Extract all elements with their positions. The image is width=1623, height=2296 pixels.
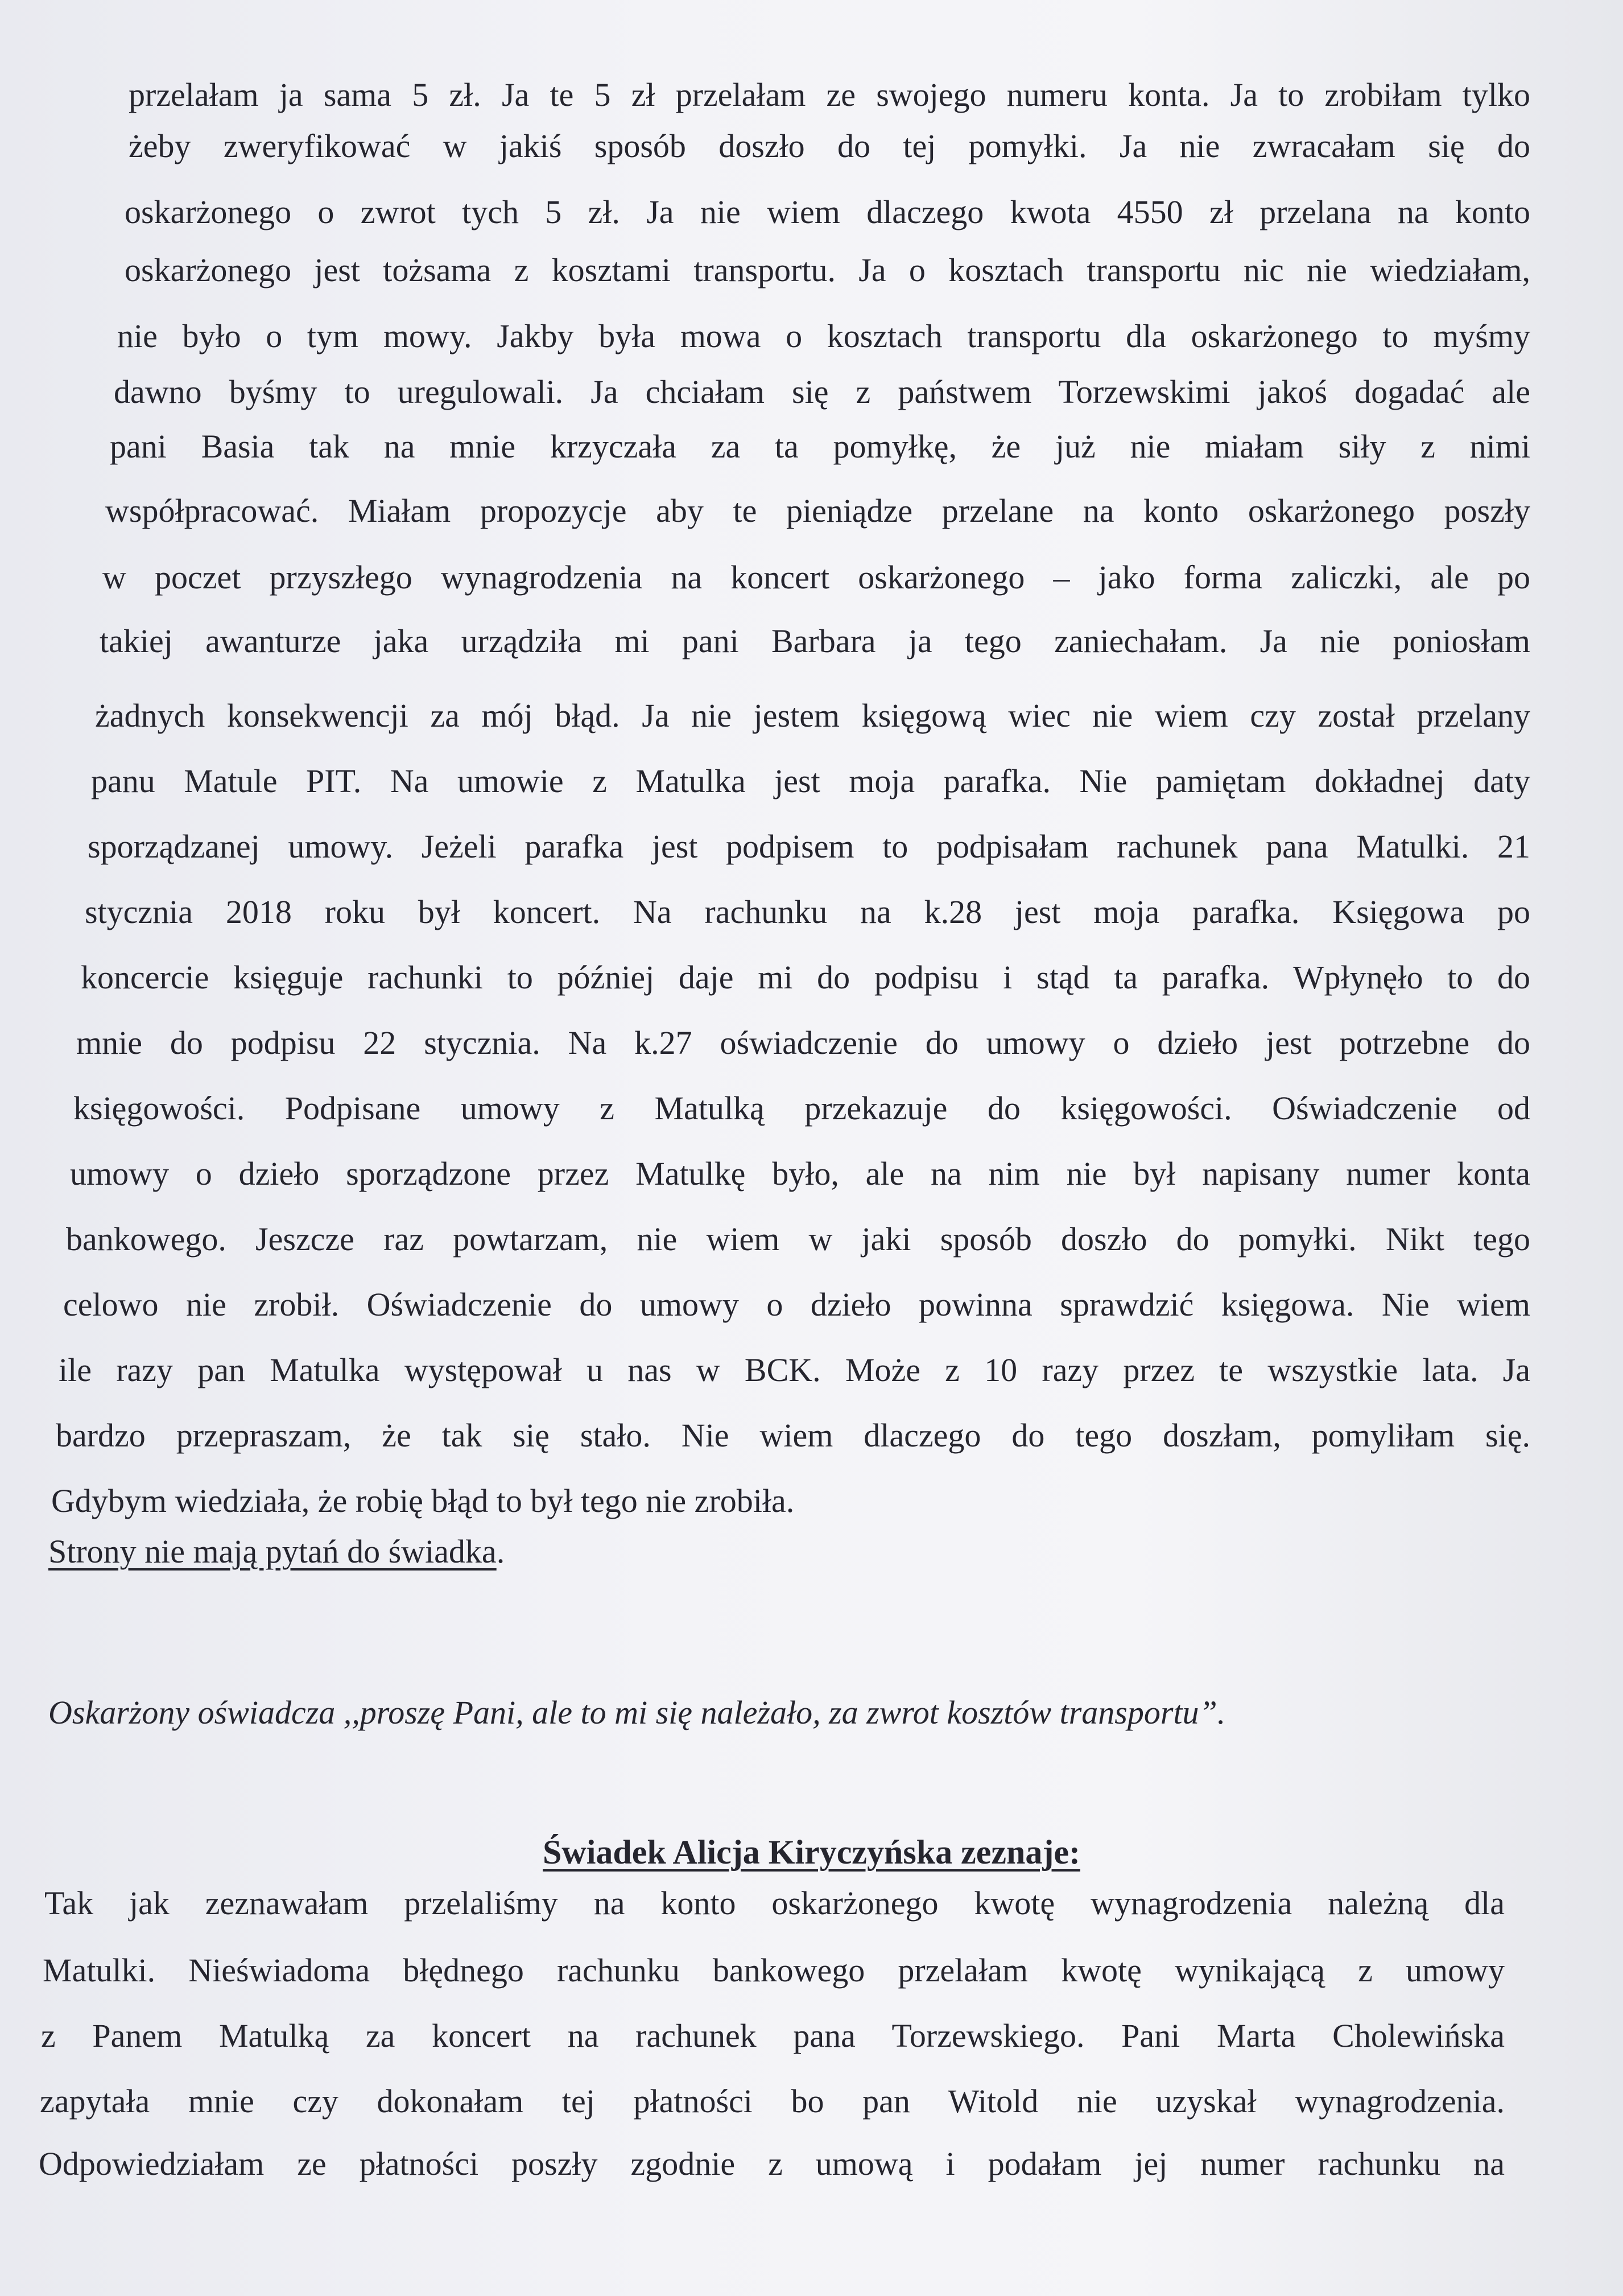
text-line: celowo nie zrobił. Oświadczenie do umowy o dzieło powinna sprawdzić księgowa. Nie wiem xyxy=(63,1286,1530,1323)
text-line: umowy o dzieło sporządzone przez Matulkę było, ale na nim nie był napisany numer konta xyxy=(70,1155,1530,1192)
text-line: oskarżonego jest tożsama z kosztami transportu. Ja o kosztach transportu nic nie wiedziałam, xyxy=(125,252,1530,288)
text-line: koncercie księguje rachunki to później daje mi do podpisu i stąd ta parafka. Wpłynęło to do xyxy=(81,959,1530,996)
witness-heading-text: Świadek Alicja Kiryczyńska zeznaje: xyxy=(543,1833,1080,1871)
text-line: takiej awanturze jaka urządziła mi pani Barbara ja tego zaniechałam. Ja nie poniosłam xyxy=(100,623,1530,659)
closing-remark xyxy=(48,1520,505,1583)
text-line: Matulki. Nieświadoma błędnego rachunku bankowego przelałam kwotę wynikającą z umowy xyxy=(43,1952,1505,1989)
text-line: księgowości. Podpisane umowy z Matulką przekazuje do księgowości. Oświadczenie od xyxy=(73,1090,1530,1127)
defendant-statement: Oskarżony oświadcza ,,proszę Pani, ale to mi się należało, za zwrot kosztów transportu”. xyxy=(48,1694,1226,1731)
no-questions-text: Strony nie mają pytań do świadka xyxy=(48,1533,497,1570)
text-line: przelałam ja sama 5 zł. Ja te 5 zł przelałam ze swojego numeru konta. Ja to zrobiłam tylko xyxy=(129,76,1530,113)
text-line: bankowego. Jeszcze raz powtarzam, nie wiem w jaki sposób doszło do pomyłki. Nikt tego xyxy=(66,1221,1530,1258)
text-line: panu Matule PIT. Na umowie z Matulka jest moja parafka. Nie pamiętam dokładnej daty xyxy=(91,762,1530,799)
text-line: żadnych konsekwencji za mój błąd. Ja nie jestem księgową wiec nie wiem czy został przelany xyxy=(95,697,1530,734)
text-line: ile razy pan Matulka występował u nas w BCK. Może z 10 razy przez te wszystkie lata. Ja xyxy=(59,1351,1530,1388)
text-line: mnie do podpisu 22 stycznia. Na k.27 oświadczenie do umowy o dzieło jest potrzebne do xyxy=(76,1024,1530,1061)
text-line: Odpowiedziałam ze płatności poszły zgodnie z umową i podałam jej numer rachunku na xyxy=(39,2145,1505,2182)
text-line: Tak jak zeznawałam przelaliśmy na konto oskarżonego kwotę wynagrodzenia należną dla xyxy=(44,1885,1505,1922)
text-line: żeby zweryfikować w jakiś sposób doszło do tej pomyłki. Ja nie zwracałam się do xyxy=(129,127,1530,164)
text-line: zapytała mnie czy dokonałam tej płatności bo pan Witold nie uzyskał wynagrodzenia. xyxy=(40,2083,1505,2120)
closing-period: . xyxy=(496,1533,505,1570)
text-line: współpracować. Miałam propozycje aby te pieniądze przelane na konto oskarżonego poszły xyxy=(105,492,1530,529)
text-line: oskarżonego o zwrot tych 5 zł. Ja nie wiem dlaczego kwota 4550 zł przelana na konto xyxy=(125,193,1530,230)
text-line: dawno byśmy to uregulowali. Ja chciałam się z państwem Torzewskimi jakoś dogadać ale xyxy=(114,373,1530,410)
text-line: bardzo przepraszam, że tak się stało. Nie wiem dlaczego do tego doszłam, pomyliłam się. xyxy=(56,1417,1530,1454)
text-line: sporządzanej umowy. Jeżeli parafka jest podpisem to podpisałam rachunek pana Matulki. 21 xyxy=(88,828,1530,865)
text-line: pani Basia tak na mnie krzyczała za ta pomyłkę, że już nie miałam siły z nimi xyxy=(110,428,1530,465)
text-line: stycznia 2018 roku był koncert. Na rachunku na k.28 jest moja parafka. Księgowa po xyxy=(85,893,1530,930)
text-line: nie było o tym mowy. Jakby była mowa o kosztach transportu dla oskarżonego to myśmy xyxy=(117,318,1530,355)
text-line: Gdybym wiedziała, że robię błąd to był tego nie zrobiła. xyxy=(51,1482,795,1519)
text-line: z Panem Matulką za koncert na rachunek pana Torzewskiego. Pani Marta Cholewińska xyxy=(41,2017,1505,2054)
text-line: w poczet przyszłego wynagrodzenia na koncert oskarżonego – jako forma zaliczki, ale po xyxy=(102,559,1530,596)
